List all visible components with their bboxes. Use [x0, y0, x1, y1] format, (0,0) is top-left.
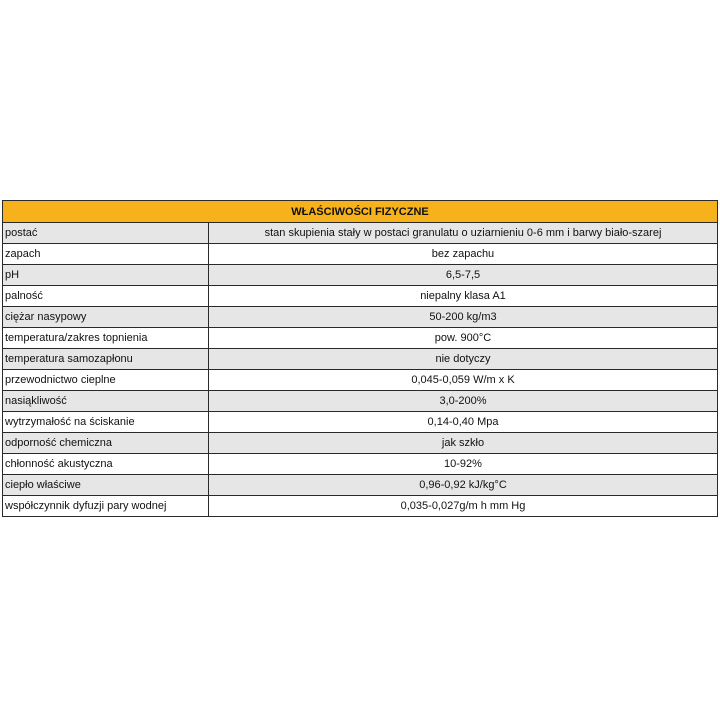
table-row — [3, 349, 718, 370]
table-row — [3, 433, 718, 454]
table-header-row — [3, 201, 718, 223]
property-value: 0,96-0,92 kJ/kg°C — [209, 475, 718, 496]
table-row — [3, 244, 718, 265]
property-name: ciepło właściwe — [3, 475, 209, 496]
property-name: odporność chemiczna — [3, 433, 209, 454]
table-row — [3, 223, 718, 244]
property-name: wytrzymałość na ściskanie — [3, 412, 209, 433]
table-row — [3, 307, 718, 328]
table-row — [3, 496, 718, 517]
property-value: 0,045-0,059 W/m x K — [209, 370, 718, 391]
property-value: stan skupienia stały w postaci granulatu o uziarnieniu 0-6 mm i barwy biało-szarej — [209, 223, 718, 244]
property-name: nasiąkliwość — [3, 391, 209, 412]
property-name: zapach — [3, 244, 209, 265]
physical-properties-table — [2, 200, 718, 517]
property-value: 6,5-7,5 — [209, 265, 718, 286]
property-name: temperatura samozapłonu — [3, 349, 209, 370]
table-row — [3, 412, 718, 433]
property-name: temperatura/zakres topnienia — [3, 328, 209, 349]
property-name: przewodnictwo cieplne — [3, 370, 209, 391]
table-row — [3, 475, 718, 496]
property-value: 10-92% — [209, 454, 718, 475]
table-row — [3, 370, 718, 391]
property-name: ciężar nasypowy — [3, 307, 209, 328]
property-value: bez zapachu — [209, 244, 718, 265]
property-value: 0,035-0,027g/m h mm Hg — [209, 496, 718, 517]
property-name: palność — [3, 286, 209, 307]
property-value: jak szkło — [209, 433, 718, 454]
table-row — [3, 265, 718, 286]
property-value: 3,0-200% — [209, 391, 718, 412]
property-name: chłonność akustyczna — [3, 454, 209, 475]
property-name: współczynnik dyfuzji pary wodnej — [3, 496, 209, 517]
property-value: 0,14-0,40 Mpa — [209, 412, 718, 433]
property-value: pow. 900°C — [209, 328, 718, 349]
property-name: postać — [3, 223, 209, 244]
table-title: WŁAŚCIWOŚCI FIZYCZNE — [3, 201, 718, 223]
property-value: 50-200 kg/m3 — [209, 307, 718, 328]
property-value: niepalny klasa A1 — [209, 286, 718, 307]
table-row — [3, 286, 718, 307]
property-value: nie dotyczy — [209, 349, 718, 370]
table-row — [3, 454, 718, 475]
table-row — [3, 328, 718, 349]
table-row — [3, 391, 718, 412]
property-name: pH — [3, 265, 209, 286]
